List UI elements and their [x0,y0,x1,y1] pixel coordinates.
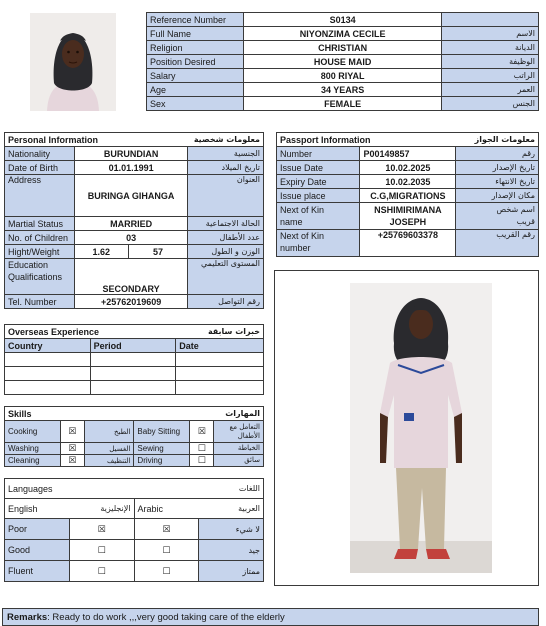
remarks-text: : Ready to do work ,,,very good taking care of the elderly [47,612,285,623]
passport-info-title-ar: معلومات الجواز [456,133,539,147]
skill-label-ar-line: التعامل مع [229,422,260,431]
language-level: Good [5,540,70,561]
full-body-photo [350,283,492,573]
address-label: Address [5,175,75,217]
skill-label: Sewing [134,443,190,455]
skill-row [5,443,264,455]
tel-label: Tel. Number [5,295,75,309]
kin-name-label-2: name [280,217,303,227]
expiry-date-label-ar: تاريخ الانتهاء [456,175,539,189]
address-label-ar: العنوان [188,175,264,217]
dob-label: Date of Birth [5,161,75,175]
skill-label: Cleaning [5,455,61,467]
personal-info-section [4,132,264,310]
header-table [146,12,539,111]
header-label-ar: الجنس [442,97,539,111]
kin-name-label-ar-1: اسم شخص [496,205,535,214]
kin-number-label-2: number [280,243,311,253]
marital-label-ar: الحالة الاجتماعية [188,217,264,231]
kin-name-label-1: Next of Kin [280,205,325,215]
address-value: BURINGA GIHANGA [74,175,187,217]
kin-number-label-ar: رقم القريب [456,230,539,257]
personal-info-title: Personal Information [5,133,129,147]
kin-name-value-2: JOSEPH [389,217,427,227]
personal-info-title-ar: معلومات شخصية [128,133,263,147]
skill-checkbox: ☒ [190,421,214,443]
profile-photo [30,13,116,111]
english-checkbox: ☒ [69,519,134,540]
header-row [147,13,539,27]
header-row [147,69,539,83]
languages-title-ar: اللغات [134,479,263,499]
language-row [5,540,264,561]
language-level: Fluent [5,561,70,582]
header-value: CHRISTIAN [243,41,441,55]
skill-label-ar [214,421,264,443]
overseas-title-ar: خبرات سابقة [176,325,264,339]
issue-place-label: Issue place [277,189,360,203]
skill-label: Baby Sitting [134,421,190,443]
header-label: Age [147,83,244,97]
skill-label: Cooking [5,421,61,443]
language-row [5,519,264,540]
expiry-date-label: Expiry Date [277,175,360,189]
skill-checkbox: ☒ [60,455,84,467]
nationality-label-ar: الجنسية [188,147,264,161]
skill-label-ar-line: الخياطة [237,444,260,452]
kin-number-value: +25769603378 [360,230,456,257]
overseas-title: Overseas Experience [5,325,176,339]
skill-checkbox: ☒ [60,421,84,443]
kin-name-value-1: NSHIMIRIMANA [374,205,442,215]
english-label-ar: الإنجليزية [69,499,134,519]
issue-date-value: 10.02.2025 [360,161,456,175]
skill-label: Driving [134,455,190,467]
header-row [147,83,539,97]
languages-title: Languages [5,479,135,499]
skill-checkbox: ☐ [190,455,214,467]
header-label-ar: الوظيفة [442,55,539,69]
passport-info-title: Passport Information [277,133,456,147]
issue-date-label-ar: تاريخ الإصدار [456,161,539,175]
children-label: No. of Children [5,231,75,245]
language-row [5,561,264,582]
skill-row [5,455,264,467]
skill-label-ar-line: الأطفال [237,431,260,440]
header-value: 34 YEARS [243,83,441,97]
education-label-ar: المستوى التعليمي [188,259,264,295]
header-label-ar: الراتب [442,69,539,83]
skill-label-ar-line: سائق [244,456,260,464]
header-value: NIYONZIMA CECILE [243,27,441,41]
height-weight-label: Hight/Weight [5,245,75,259]
header-label-ar: الاسم [442,27,539,41]
tel-label-ar: رقم التواصل [188,295,264,309]
header-row [147,55,539,69]
overseas-col-country: Country [5,339,91,353]
skills-title-ar: المهارات [134,407,264,421]
header-label-ar [442,13,539,27]
skill-label-ar [214,443,264,455]
header-label-ar: الديانة [442,41,539,55]
arabic-checkbox: ☐ [134,561,199,582]
arabic-checkbox: ☐ [134,540,199,561]
language-level-ar: لا شيء [199,519,264,540]
header-label: Religion [147,41,244,55]
skills-title: Skills [5,407,134,421]
education-label-1: Education [8,260,49,270]
header-label: Full Name [147,27,244,41]
height-weight-label-ar: الوزن و الطول [188,245,264,259]
skill-checkbox: ☐ [190,443,214,455]
english-label: English [5,499,70,519]
children-label-ar: عدد الأطفال [188,231,264,245]
header-value: FEMALE [243,97,441,111]
overseas-col-period: Period [90,339,176,353]
issue-place-value: C.G,MIGRATIONS [360,189,456,203]
overseas-row [5,381,264,395]
nationality-label: Nationality [5,147,75,161]
children-value: 03 [74,231,187,245]
arabic-checkbox: ☒ [134,519,199,540]
overseas-col-date: Date [176,339,264,353]
header-label: Sex [147,97,244,111]
skill-label-ar: الغسيل [84,443,134,455]
skill-label-ar [214,455,264,467]
header-label: Salary [147,69,244,83]
passport-number-label-ar: رقم [456,147,539,161]
passport-info-section [276,132,539,257]
overseas-experience-section [4,324,264,395]
weight-value: 57 [128,245,188,259]
dob-value: 01.01.1991 [74,161,187,175]
remarks-bar [2,608,539,626]
skill-label: Washing [5,443,61,455]
english-checkbox: ☐ [69,561,134,582]
language-level-ar: ممتاز [199,561,264,582]
header-label-ar: العمر [442,83,539,97]
header-value: S0134 [243,13,441,27]
header-row [147,41,539,55]
education-value: SECONDARY [74,259,187,295]
header-value: HOUSE MAID [243,55,441,69]
passport-number-label: Number [277,147,360,161]
skill-row [5,421,264,443]
remarks-label: Remarks [7,612,48,623]
languages-section [4,478,264,582]
nationality-value: BURUNDIAN [74,147,187,161]
header-row [147,97,539,111]
expiry-date-value: 10.02.2035 [360,175,456,189]
skill-checkbox: ☒ [60,443,84,455]
issue-place-label-ar: مكان الإصدار [456,189,539,203]
header-label: Reference Number [147,13,244,27]
header-label: Position Desired [147,55,244,69]
kin-number-label-1: Next of Kin [280,231,325,241]
marital-label: Martial Status [5,217,75,231]
skill-label-ar: الطبخ [84,421,134,443]
arabic-label-ar: العربية [199,499,264,519]
header-row [147,27,539,41]
overseas-row [5,353,264,367]
language-level: Poor [5,519,70,540]
issue-date-label: Issue Date [277,161,360,175]
english-checkbox: ☐ [69,540,134,561]
language-level-ar: جيد [199,540,264,561]
tel-value: +25762019609 [74,295,187,309]
header-value: 800 RIYAL [243,69,441,83]
kin-name-label-ar-2: قريب [516,217,535,226]
dob-label-ar: تاريخ الميلاد [188,161,264,175]
arabic-label: Arabic [134,499,199,519]
height-value: 1.62 [74,245,128,259]
skill-label-ar: التنظيف [84,455,134,467]
overseas-row [5,367,264,381]
skills-section [4,406,264,467]
passport-number-value: P00149857 [360,147,456,161]
education-label-2: Qualifications [8,272,63,282]
marital-value: MARRIED [74,217,187,231]
full-body-photo-frame [274,270,539,586]
